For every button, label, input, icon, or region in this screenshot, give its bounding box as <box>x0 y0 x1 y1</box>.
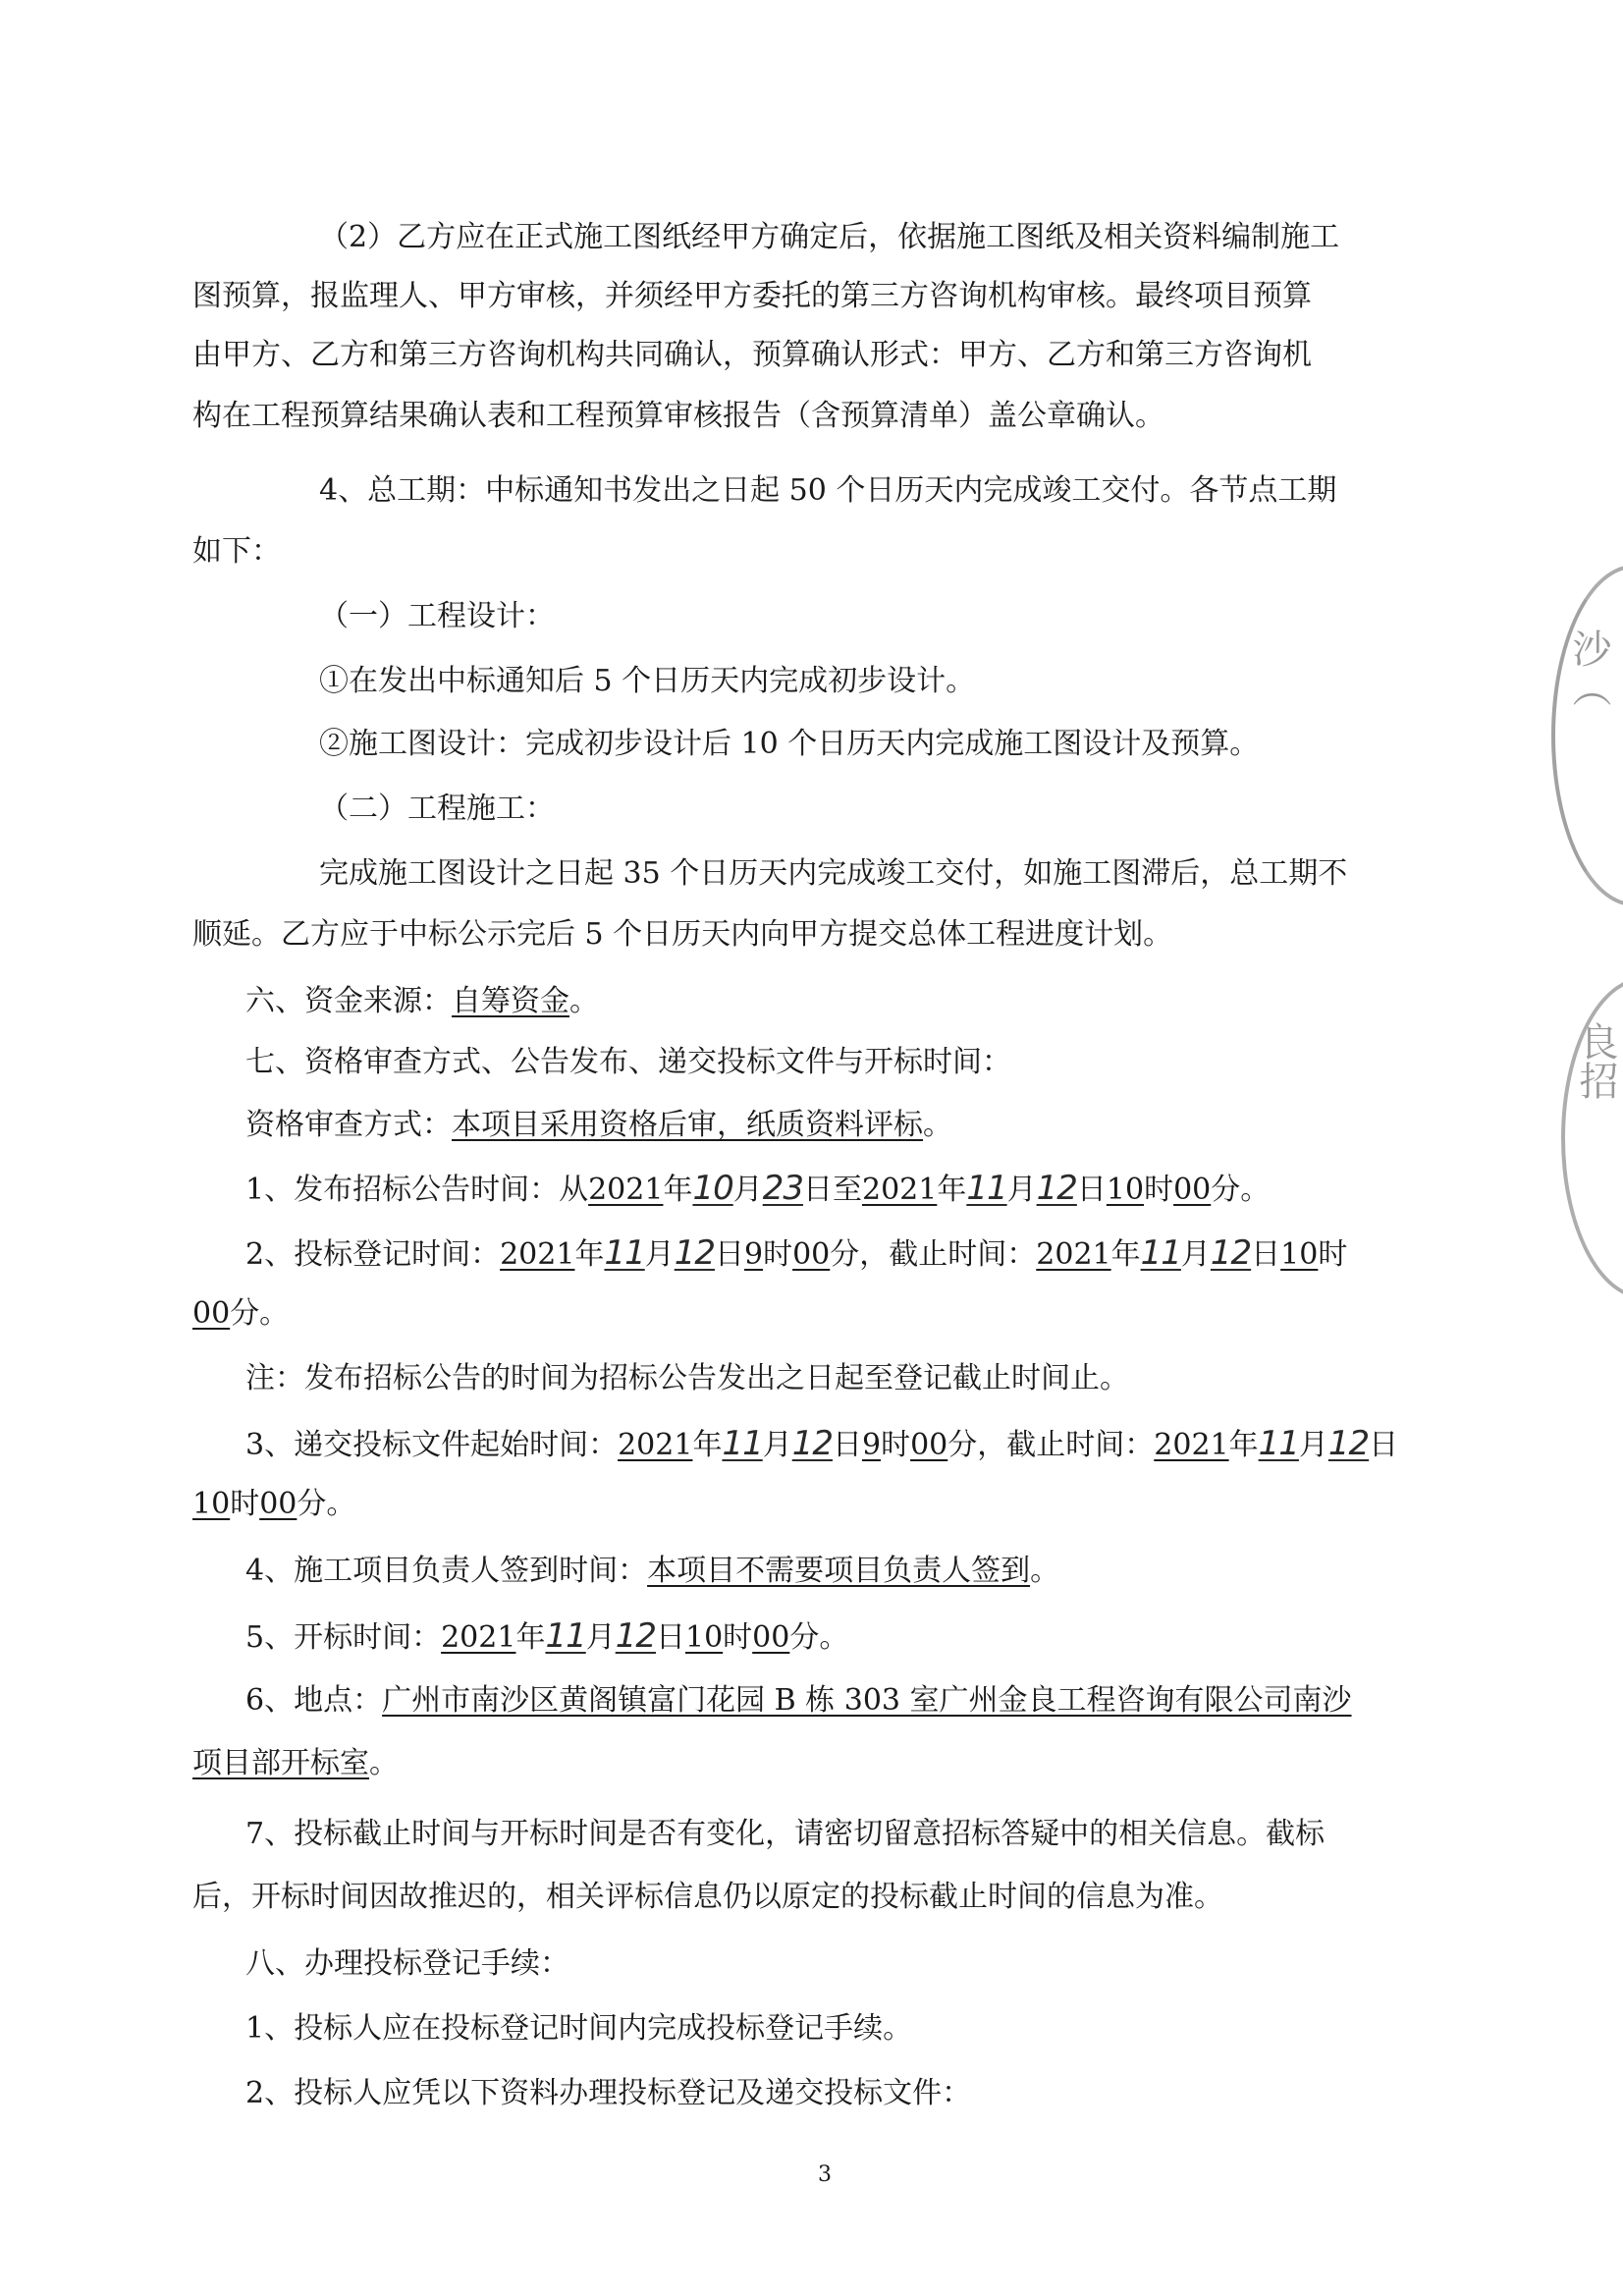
para-line: 构在工程预算结果确认表和工程预算审核报告（含预算清单）盖公章确认。 <box>192 399 1164 433</box>
filled-value: 自筹资金 <box>452 984 569 1018</box>
unit: 月 <box>732 1173 763 1207</box>
year-value: 2021 <box>588 1173 664 1207</box>
minute-value: 00 <box>259 1487 298 1521</box>
unit: 年 <box>692 1428 723 1462</box>
section-heading: 八、办理投标登记手续： <box>245 1946 569 1981</box>
label: 分，截止时间： <box>947 1428 1155 1462</box>
unit: 月 <box>644 1237 675 1272</box>
unit: 时 <box>763 1237 793 1272</box>
handwritten-month: 11 <box>545 1616 586 1656</box>
para-line: ②施工图设计：完成初步设计后 10 个日历天内完成施工图设计及预算。 <box>319 727 1260 761</box>
para-line: 顺延。乙方应于中标公示完后 5 个日历天内向甲方提交总体工程进度计划。 <box>192 917 1173 952</box>
unit: 年 <box>937 1173 967 1207</box>
section-heading: 七、资格审查方式、公告发布、递交投标文件与开标时间： <box>245 1045 1011 1079</box>
minute-value: 00 <box>792 1237 831 1272</box>
para-line: 后，开标时间因故推迟的，相关评标信息仍以原定的投标截止时间的信息为准。 <box>192 1880 1223 1914</box>
label: 1、发布招标公告时间：从 <box>245 1173 589 1207</box>
handwritten-month: 10 <box>692 1169 733 1208</box>
year-value: 2021 <box>500 1237 575 1272</box>
label: 资格审查方式： <box>245 1108 452 1142</box>
unit: 时 <box>1144 1173 1174 1207</box>
minute-value: 00 <box>910 1428 948 1462</box>
unit: 日 <box>1369 1428 1399 1462</box>
seal-stamp-text: 良招 <box>1573 1021 1618 1100</box>
year-value: 2021 <box>1154 1428 1229 1462</box>
label: 6、地点： <box>245 1683 383 1718</box>
seal-stamp <box>1551 565 1623 906</box>
para-line: 4、总工期：中标通知书发出之日起 50 个日历天内完成竣工交付。各节点工期 <box>319 473 1337 508</box>
unit: 月 <box>762 1428 792 1462</box>
announcement-time-line <box>245 1169 1449 1210</box>
handwritten-month: 11 <box>1258 1424 1299 1463</box>
unit: 年 <box>663 1173 693 1207</box>
para-line: ①在发出中标通知后 5 个日历天内完成初步设计。 <box>319 664 976 698</box>
unit: 日 <box>655 1620 685 1655</box>
hour-value: 10 <box>192 1487 231 1521</box>
hour-value: 9 <box>861 1428 882 1462</box>
unit: 年 <box>1228 1428 1259 1462</box>
handwritten-day: 12 <box>1036 1169 1077 1208</box>
unit: 月 <box>585 1620 616 1655</box>
submission-time-line <box>245 1424 1449 1465</box>
unit: 分。 <box>297 1487 356 1521</box>
note-line: 注：发布招标公告的时间为招标公告发出之日起至登记截止时间止。 <box>245 1361 1129 1395</box>
handwritten-day: 12 <box>1327 1424 1370 1463</box>
filled-value: 本项目不需要项目负责人签到 <box>647 1554 1031 1588</box>
handwritten-month: 11 <box>966 1169 1007 1208</box>
section-heading: （二）工程施工： <box>319 792 555 826</box>
filled-value: 项目部开标室 <box>192 1746 369 1780</box>
unit: 时 <box>230 1487 260 1521</box>
label: 2、投标登记时间： <box>245 1237 501 1272</box>
unit: 时 <box>723 1620 753 1655</box>
minute-value: 00 <box>752 1620 790 1655</box>
unit: 月 <box>1006 1173 1037 1207</box>
seal-stamp-text: 沙（ <box>1566 629 1611 707</box>
handwritten-month: 11 <box>1140 1233 1181 1273</box>
location-line <box>245 1681 1449 1721</box>
punct: 。 <box>1030 1554 1060 1588</box>
unit: 分。 <box>789 1620 849 1655</box>
punct: 。 <box>569 984 599 1018</box>
para-line: 如下： <box>192 534 281 569</box>
year-value: 2021 <box>861 1173 938 1207</box>
signin-time-line <box>245 1552 1449 1591</box>
location-line-cont <box>192 1744 1449 1783</box>
para-line: 图预算，报监理人、甲方审核，并须经甲方委托的第三方咨询机构审核。最终项目预算 <box>192 279 1312 313</box>
handwritten-day: 12 <box>615 1616 656 1656</box>
para-line: 7、投标截止时间与开标时间是否有变化，请密切留意招标答疑中的相关信息。截标 <box>245 1817 1325 1851</box>
unit: 分。 <box>1211 1173 1271 1207</box>
minute-value: 00 <box>192 1296 231 1331</box>
page-number: 3 <box>818 2162 832 2187</box>
handwritten-day: 12 <box>674 1233 715 1273</box>
hour-value: 10 <box>684 1620 724 1655</box>
label: 六、资金来源： <box>245 984 452 1018</box>
para-line: 1、投标人应在投标登记时间内完成投标登记手续。 <box>245 2011 913 2046</box>
submission-time-line-cont <box>192 1485 1449 1524</box>
funding-line <box>245 982 1449 1021</box>
punct: 。 <box>369 1746 399 1780</box>
year-value: 2021 <box>1036 1237 1111 1272</box>
unit: 日 <box>832 1428 862 1462</box>
handwritten-month: 11 <box>722 1424 763 1463</box>
year-value: 2021 <box>441 1620 516 1655</box>
para-line: 完成施工图设计之日起 35 个日历天内完成竣工交付，如施工图滞后，总工期不 <box>319 856 1348 891</box>
unit: 日至 <box>802 1173 862 1207</box>
para-line: 2、投标人应凭以下资料办理投标登记及递交投标文件： <box>245 2076 972 2110</box>
handwritten-day: 12 <box>1210 1233 1252 1273</box>
punct: 。 <box>923 1108 952 1142</box>
registration-time-line-cont <box>192 1294 1449 1334</box>
unit: 时 <box>1318 1237 1348 1272</box>
hour-value: 10 <box>1106 1173 1145 1207</box>
unit: 月 <box>1180 1237 1211 1272</box>
unit: 日 <box>714 1237 744 1272</box>
hour-value: 9 <box>743 1237 764 1272</box>
unit: 月 <box>1298 1428 1328 1462</box>
year-value: 2021 <box>618 1428 693 1462</box>
para-line: 由甲方、乙方和第三方咨询机构共同确认，预算确认形式：甲方、乙方和第三方咨询机 <box>192 338 1312 372</box>
section-heading: （一）工程设计： <box>319 599 555 633</box>
handwritten-day: 23 <box>762 1169 803 1208</box>
label: 4、施工项目负责人签到时间： <box>245 1554 648 1588</box>
handwritten-day: 12 <box>791 1424 833 1463</box>
unit: 日 <box>1076 1173 1107 1207</box>
label: 3、递交投标文件起始时间： <box>245 1428 619 1462</box>
unit: 年 <box>1110 1237 1141 1272</box>
para-line: （2）乙方应在正式施工图纸经甲方确定后，依据施工图纸及相关资料编制施工 <box>319 220 1340 254</box>
minute-value: 00 <box>1173 1173 1212 1207</box>
handwritten-month: 11 <box>604 1233 645 1273</box>
unit: 时 <box>881 1428 911 1462</box>
registration-time-line <box>245 1233 1449 1275</box>
label: 分，截止时间： <box>830 1237 1037 1272</box>
filled-value: 本项目采用资格后审，纸质资料评标 <box>452 1108 923 1142</box>
bid-opening-time-line <box>245 1616 1449 1658</box>
qualification-line <box>245 1106 1449 1145</box>
hour-value: 10 <box>1280 1237 1319 1272</box>
unit: 年 <box>574 1237 605 1272</box>
filled-value: 广州市南沙区黄阁镇富门花园 B 栋 303 室广州金良工程咨询有限公司南沙 <box>382 1683 1352 1718</box>
unit: 分。 <box>230 1296 290 1331</box>
unit: 年 <box>515 1620 546 1655</box>
label: 5、开标时间： <box>245 1620 442 1655</box>
unit: 日 <box>1251 1237 1281 1272</box>
